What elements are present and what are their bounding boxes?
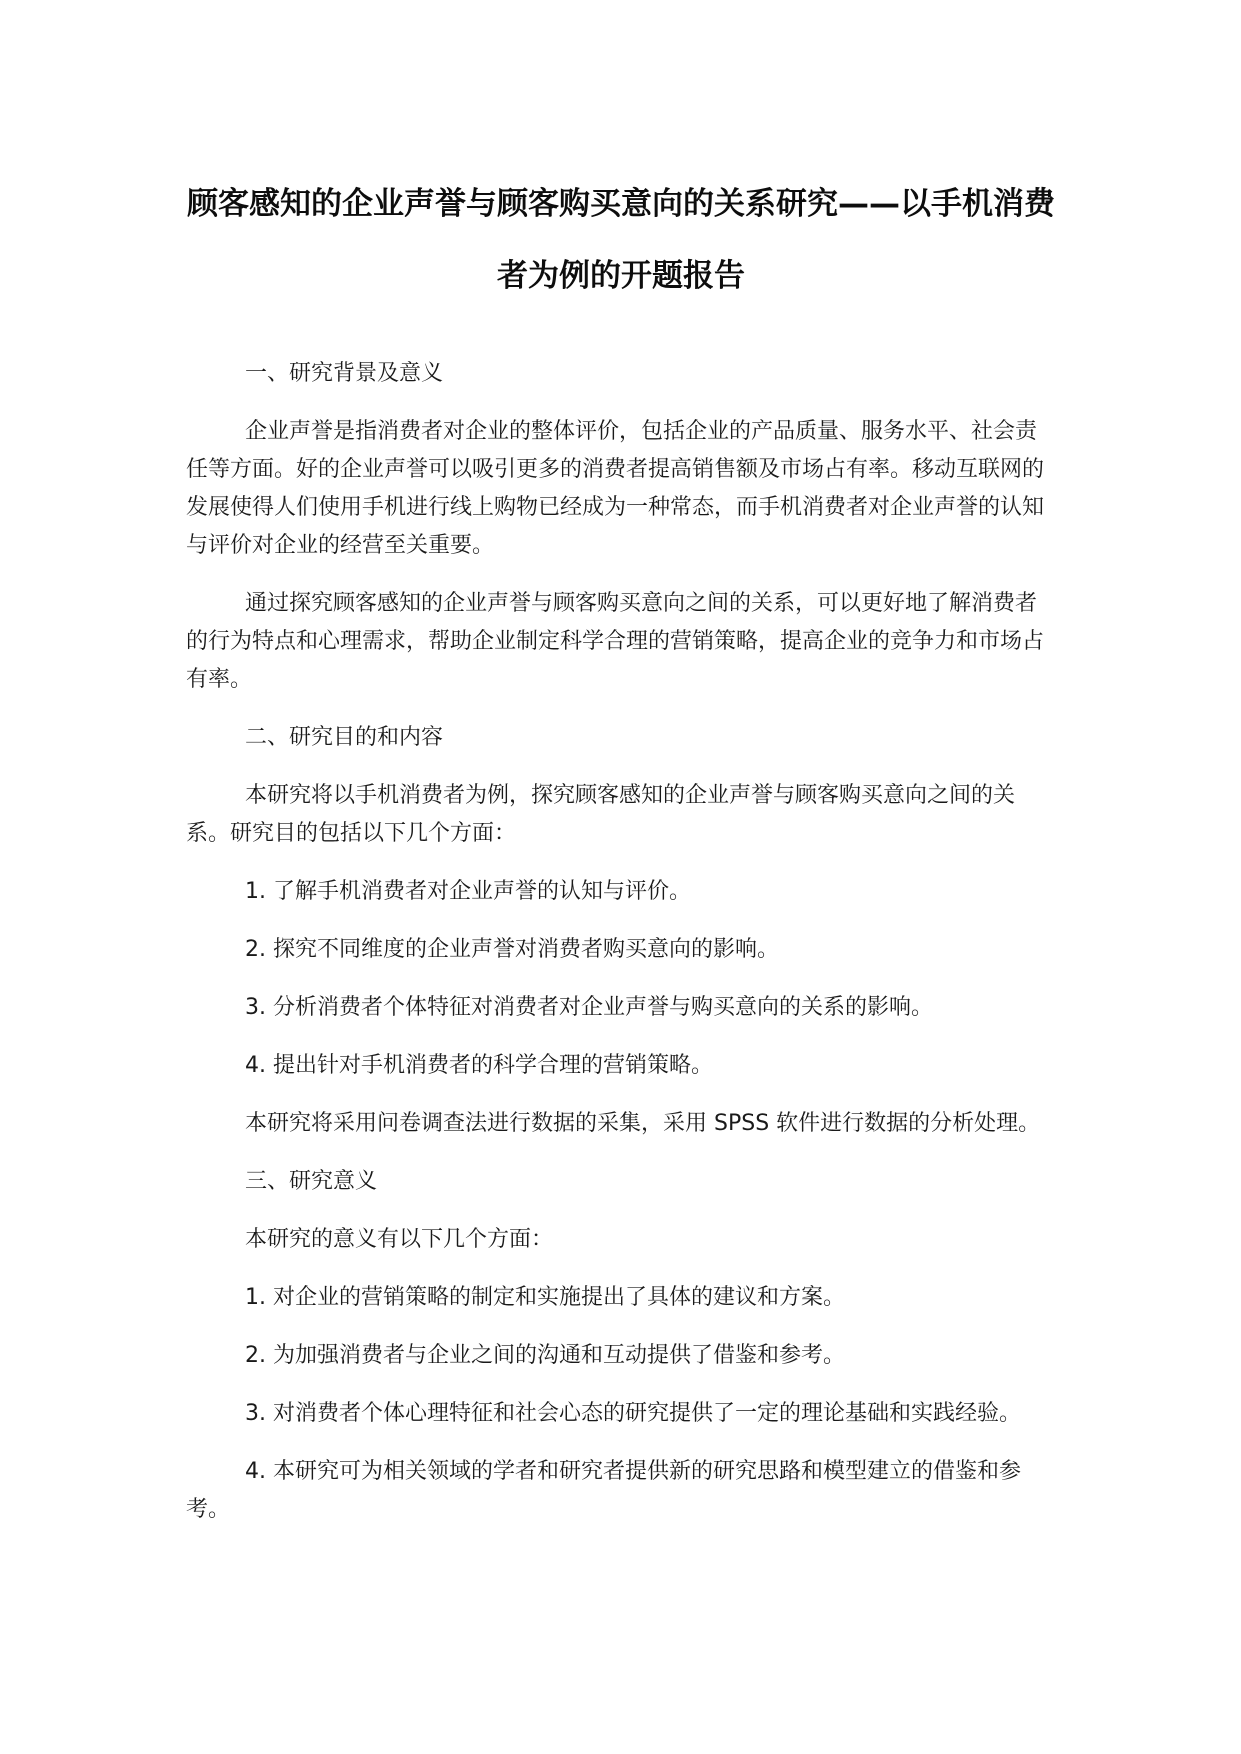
paragraph: 本研究的意义有以下几个方面： <box>245 1227 554 1252</box>
list-item: 2. 为加强消费者与企业之间的沟通和互动提供了借鉴和参考。 <box>245 1343 845 1368</box>
list-item: 1. 了解手机消费者对企业声誉的认知与评价。 <box>245 879 691 904</box>
document-title: 顾客感知的企业声誉与顾客购买意向的关系研究——以手机消费者为例的开题报告 <box>187 186 1055 294</box>
list-item: 4. 本研究可为相关领域的学者和研究者提供新的研究思路和模型建立的借鉴和参考。 <box>186 1459 1021 1522</box>
paragraph: 本研究将采用问卷调查法进行数据的采集，采用 SPSS 软件进行数据的分析处理。 <box>245 1111 1041 1136</box>
list-item: 4. 提出针对手机消费者的科学合理的营销策略。 <box>245 1053 713 1078</box>
paragraph: 企业声誉是指消费者对企业的整体评价，包括企业的产品质量、服务水平、社会责任等方面。好的企业声誉可以吸引更多的消费者提高销售额及市场占有率。移动互联网的发展使得人们使用手机进行线上购物已经成为一种常态，而手机消费者对企业声誉的认知与评价对企业的经营至关重要。 <box>186 419 1045 558</box>
paragraph: 本研究将以手机消费者为例，探究顾客感知的企业声誉与顾客购买意向之间的关系。研究目的包括以下几个方面： <box>186 783 1016 846</box>
section-heading: 三、研究意义 <box>245 1169 378 1194</box>
document-body <box>186 355 1056 1549</box>
list-item: 3. 对消费者个体心理特征和社会心态的研究提供了一定的理论基础和实践经验。 <box>245 1401 1021 1426</box>
list-item: 2. 探究不同维度的企业声誉对消费者购买意向的影响。 <box>245 937 779 962</box>
list-item: 3. 分析消费者个体特征对消费者对企业声誉与购买意向的关系的影响。 <box>245 995 933 1020</box>
section-heading: 一、研究背景及意义 <box>245 361 444 386</box>
paragraph: 通过探究顾客感知的企业声誉与顾客购买意向之间的关系，可以更好地了解消费者的行为特点和心理需求，帮助企业制定科学合理的营销策略，提高企业的竞争力和市场占有率。 <box>186 591 1045 692</box>
list-item: 1. 对企业的营销策略的制定和实施提出了具体的建议和方案。 <box>245 1285 845 1310</box>
section-heading: 二、研究目的和内容 <box>245 725 444 750</box>
